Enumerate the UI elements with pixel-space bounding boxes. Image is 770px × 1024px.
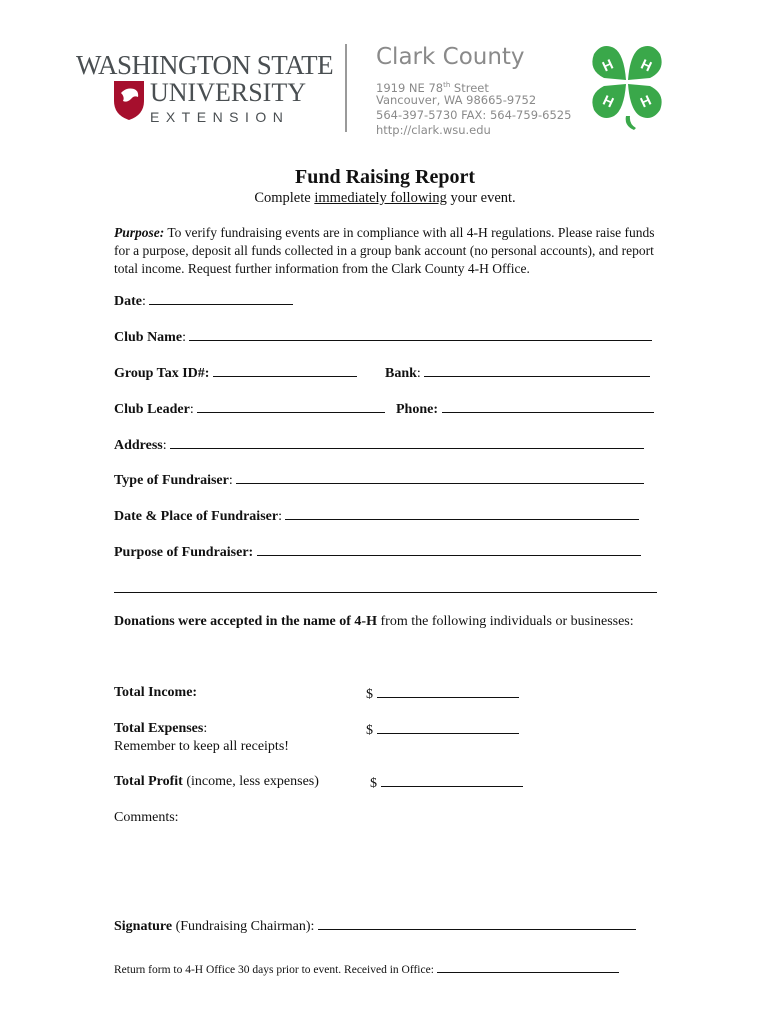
street-address: 1919 NE 78th Street xyxy=(376,80,489,95)
bank-field[interactable]: Bank: xyxy=(385,364,650,382)
club-leader-field[interactable]: Club Leader: xyxy=(114,400,385,418)
wsu-logo-line3: EXTENSION xyxy=(150,109,290,125)
comments-label: Comments: xyxy=(114,810,179,825)
four-h-clover-icon xyxy=(584,40,670,134)
page-title: Fund Raising Report xyxy=(294,166,476,188)
phone-field[interactable]: Phone: xyxy=(396,400,654,418)
clover-letter-3: H xyxy=(600,91,617,111)
total-profit-field[interactable]: $ xyxy=(370,774,523,792)
signature-field[interactable]: Signature (Fundraising Chairman): xyxy=(114,917,636,935)
county-name: Clark County xyxy=(376,44,525,70)
phone-fax: 564-397-5730 FAX: 564-759-6525 xyxy=(376,108,572,122)
city-address: Vancouver, WA 98665-9752 xyxy=(376,93,537,107)
club-name-field[interactable]: Club Name: xyxy=(114,328,652,346)
purpose-continuation-line[interactable] xyxy=(114,592,657,593)
total-profit-label: Total Profit (income, less expenses) xyxy=(114,774,319,789)
clover-letter-2: H xyxy=(638,55,655,75)
wsu-cougar-shield-icon xyxy=(112,79,146,121)
total-income-field[interactable]: $ xyxy=(366,685,519,703)
clover-letter-1: H xyxy=(599,55,616,75)
date-field[interactable]: Date: xyxy=(114,292,293,310)
purpose-paragraph: Purpose: To verify fundraising events are in compliance with all 4-H regulations. Please raise funds for a purpose, deposit all funds collected in a group bank account (no personal accounts), and report total income. Request further information from the Clark County 4-H Office. xyxy=(114,225,655,276)
date-place-field[interactable]: Date & Place of Fundraiser: xyxy=(114,507,639,525)
wsu-logo-line1: WASHINGTON STATE xyxy=(76,50,334,80)
total-expenses-label: Total Expenses: xyxy=(114,721,208,736)
total-expenses-field[interactable]: $ xyxy=(366,721,519,739)
page-subtitle: Complete immediately following your event. xyxy=(254,190,516,206)
comments-area[interactable] xyxy=(114,830,657,900)
donations-paragraph: Donations were accepted in the name of 4-H from the following individuals or businesses: xyxy=(114,614,634,629)
total-income-label: Total Income: xyxy=(114,685,198,700)
header-divider xyxy=(345,44,347,132)
fundraiser-purpose-field[interactable]: Purpose of Fundraiser: xyxy=(114,543,641,561)
footer-received-field[interactable]: Return form to 4-H Office 30 days prior to event. Received in Office: xyxy=(114,962,619,976)
address-field[interactable]: Address: xyxy=(114,436,644,454)
receipts-note: Remember to keep all receipts! xyxy=(114,739,289,754)
fundraiser-type-field[interactable]: Type of Fundraiser: xyxy=(114,471,644,489)
website-link[interactable]: http://clark.wsu.edu xyxy=(376,123,491,137)
group-tax-id-field[interactable]: Group Tax ID#: xyxy=(114,364,357,382)
clover-letter-4: H xyxy=(637,91,654,111)
wsu-logo-line2: UNIVERSITY xyxy=(150,78,306,107)
